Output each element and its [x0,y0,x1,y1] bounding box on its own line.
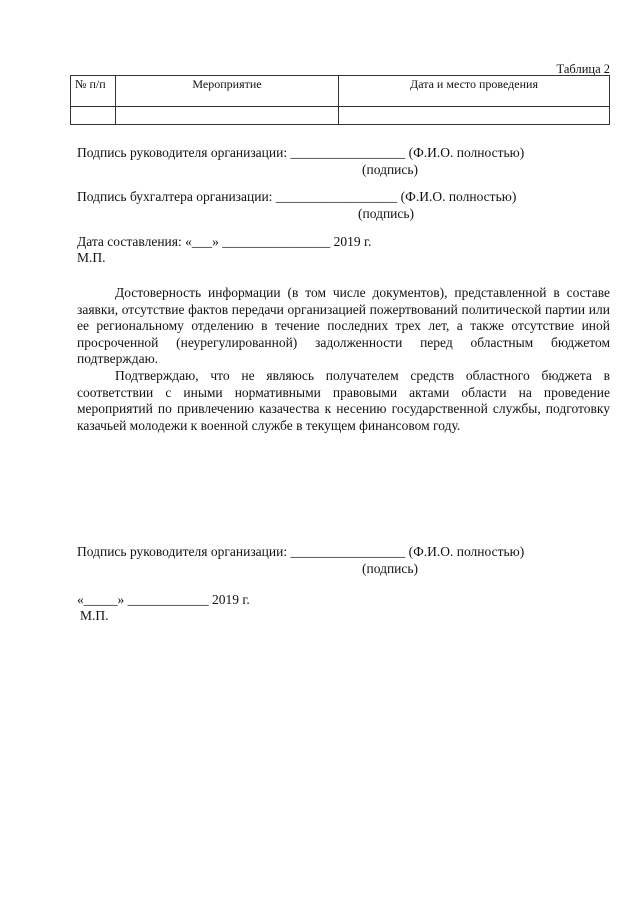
stamp-mark-2: М.П. [80,608,109,623]
header-number: № п/п [71,76,116,107]
head-signature-caption-2: (подпись) [362,561,419,576]
accountant-signature-line: Подпись бухгалтера организации: __________________ (Ф.И.О. полностью) [77,189,517,204]
table-header-row [71,76,610,107]
stamp-mark: М.П. [77,250,106,265]
table-label: Таблица 2 [556,62,610,76]
head-signature-caption: (подпись) [362,162,419,177]
confirmation-text [77,285,610,434]
header-date-place: Дата и место проведения [339,76,610,107]
head-signature-line: Подпись руководителя организации: _________________ (Ф.И.О. полностью) [77,145,525,160]
table-row [71,107,610,125]
paragraph-reliability: Достоверность информации (в том числе документов), представленной в составе заявки, отсутствие фактов передачи организацией пожертвований политической партии или ее региональному отделению в течение последних трех лет, а также отсутствие иной просроченной (неурегулированной) задолженности перед областным бюджетом подтверждаю. [77,285,610,367]
accountant-signature-caption: (подпись) [358,206,415,221]
head-signature-line-2: Подпись руководителя организации: _________________ (Ф.И.О. полностью) [77,544,525,559]
table-cell [116,107,339,125]
table-cell [71,107,116,125]
compiled-date-line: Дата составления: «___» ________________ 2019 г. [77,234,372,249]
events-table [70,75,610,125]
final-date-line: «_____» ____________ 2019 г. [77,592,250,607]
paragraph-not-recipient: Подтверждаю, что не являюсь получателем средств областного бюджета в соответствии с иными нормативными правовыми актами области на проведение мероприятий по привлечению казачества к несению государственной службы, подготовку казачьей молодежи к военной службе в текущем финансовом году. [77,367,610,433]
table-cell [339,107,610,125]
header-event: Мероприятие [116,76,339,107]
